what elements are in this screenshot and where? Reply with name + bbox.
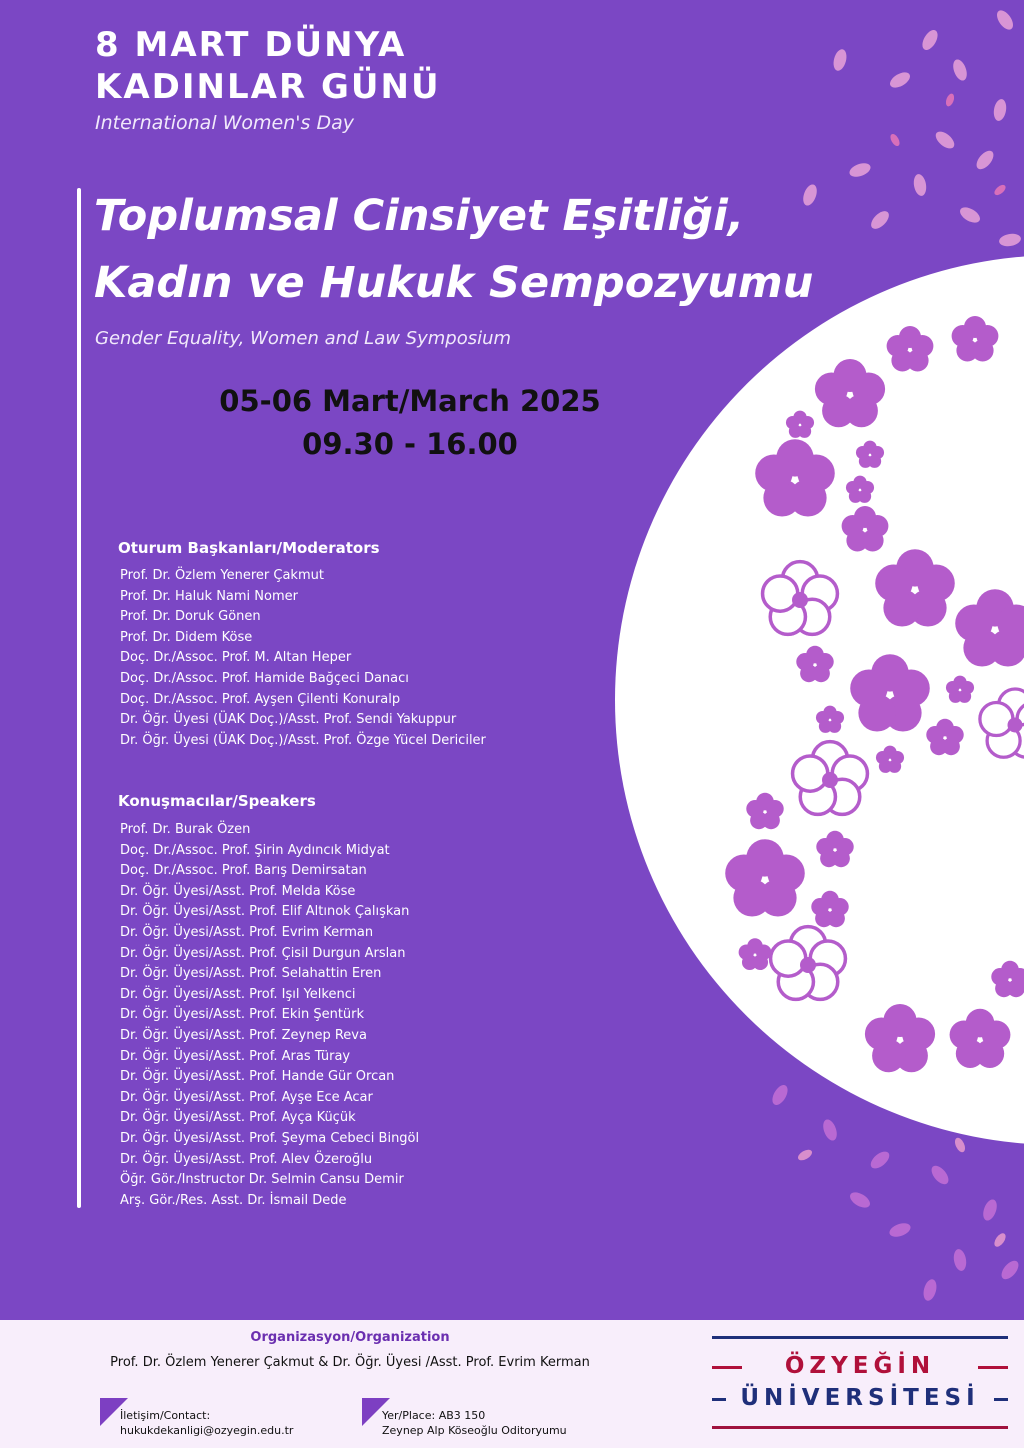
accent-bar — [77, 188, 81, 1208]
logo-dash — [994, 1398, 1008, 1401]
logo-word-ozyegin: ÖZYEĞİN — [784, 1353, 936, 1379]
event-name-line-1: 8 MART DÜNYA — [95, 25, 407, 65]
speaker-name: Dr. Öğr. Üyesi/Asst. Prof. Evrim Kerman — [120, 924, 374, 940]
speaker-name: Dr. Öğr. Üyesi/Asst. Prof. Işıl Yelkenci — [120, 986, 356, 1002]
symposium-title-english: Gender Equality, Women and Law Symposium — [95, 328, 512, 349]
speakers-list — [120, 820, 419, 1211]
event-time: 09.30 - 16.00 — [302, 427, 518, 461]
moderator-name: Prof. Dr. Özlem Yenerer Çakmut — [120, 568, 324, 583]
moderator-name: Dr. Öğr. Üyesi (ÜAK Doç.)/Asst. Prof. Özge Yücel Dericiler — [120, 732, 486, 748]
event-name-line-2: KADINLAR GÜNÜ — [95, 67, 441, 107]
logo-dash — [712, 1398, 726, 1401]
petal-decoration-icon — [801, 8, 1022, 248]
speaker-name: Dr. Öğr. Üyesi/Asst. Prof. Ekin Şentürk — [120, 1007, 365, 1023]
moderator-name: Prof. Dr. Didem Köse — [120, 629, 253, 645]
speaker-name: Dr. Öğr. Üyesi/Asst. Prof. Alev Özeroğlu — [120, 1151, 373, 1167]
speaker-name: Dr. Öğr. Üyesi/Asst. Prof. Aras Türay — [120, 1048, 351, 1064]
logo-word-universitesi: ÜNİVERSİTESİ — [740, 1385, 980, 1411]
contact-email[interactable]: hukukdekanligi@ozyegin.edu.tr — [120, 1424, 294, 1437]
symposium-title-line-1: Toplumsal Cinsiyet Eşitliği, — [94, 191, 745, 241]
speaker-name: Öğr. Gör./Instructor Dr. Selmin Cansu Demir — [120, 1172, 404, 1188]
logo-dash — [712, 1366, 742, 1369]
speaker-name: Doç. Dr./Assoc. Prof. Şirin Aydıncık Midyat — [120, 842, 390, 858]
place-name: Zeynep Alp Köseoğlu Oditoryumu — [382, 1424, 567, 1437]
speaker-name: Dr. Öğr. Üyesi/Asst. Prof. Ayça Küçük — [120, 1110, 356, 1126]
moderator-name: Doç. Dr./Assoc. Prof. M. Altan Heper — [120, 650, 352, 666]
speaker-name: Prof. Dr. Burak Özen — [120, 822, 251, 837]
logo-top-line — [712, 1336, 1008, 1339]
place-label: Yer/Place: AB3 150 — [382, 1409, 486, 1422]
organization-names: Prof. Dr. Özlem Yenerer Çakmut & Dr. Öğr. Üyesi /Asst. Prof. Evrim Kerman — [110, 1355, 590, 1370]
speaker-name: Dr. Öğr. Üyesi/Asst. Prof. Selahattin Eren — [120, 966, 382, 982]
speaker-name: Doç. Dr./Assoc. Prof. Barış Demirsatan — [120, 863, 367, 879]
speaker-name: Dr. Öğr. Üyesi/Asst. Prof. Ayşe Ece Acar — [120, 1089, 373, 1105]
speaker-name: Dr. Öğr. Üyesi/Asst. Prof. Zeynep Reva — [120, 1027, 367, 1043]
event-subtitle: International Women's Day — [95, 112, 354, 134]
moderator-name: Doç. Dr./Assoc. Prof. Hamide Bağçeci Danacı — [120, 670, 409, 686]
contact-label: İletişim/Contact: — [120, 1409, 211, 1422]
moderator-name: Prof. Dr. Haluk Nami Nomer — [120, 588, 298, 604]
moderator-name: Prof. Dr. Doruk Gönen — [120, 609, 261, 625]
speakers-heading: Konuşmacılar/Speakers — [118, 792, 316, 810]
moderators-list — [120, 566, 486, 751]
moderator-name: Dr. Öğr. Üyesi (ÜAK Doç.)/Asst. Prof. Sendi Yakuppur — [120, 712, 457, 728]
footer — [0, 1320, 1024, 1448]
speaker-name: Arş. Gör./Res. Asst. Dr. İsmail Dede — [120, 1192, 347, 1208]
organization-heading: Organizasyon/Organization — [250, 1330, 450, 1345]
logo-dash — [978, 1366, 1008, 1369]
symposium-title-line-2: Kadın ve Hukuk Sempozyumu — [94, 258, 814, 308]
speaker-name: Dr. Öğr. Üyesi/Asst. Prof. Melda Köse — [120, 883, 356, 899]
university-logo — [712, 1336, 1008, 1432]
moderator-name: Doç. Dr./Assoc. Prof. Ayşen Çilenti Konuralp — [120, 691, 401, 707]
logo-bottom-line — [712, 1426, 1008, 1429]
speaker-name: Dr. Öğr. Üyesi/Asst. Prof. Hande Gür Orcan — [120, 1069, 395, 1085]
speaker-name: Dr. Öğr. Üyesi/Asst. Prof. Şeyma Cebeci Bingöl — [120, 1130, 420, 1146]
speaker-name: Dr. Öğr. Üyesi/Asst. Prof. Çisil Durgun Arslan — [120, 945, 406, 961]
moderators-heading: Oturum Başkanları/Moderators — [118, 539, 380, 557]
event-date: 05-06 Mart/March 2025 — [219, 384, 601, 418]
speaker-name: Dr. Öğr. Üyesi/Asst. Prof. Elif Altınok Çalışkan — [120, 904, 410, 920]
